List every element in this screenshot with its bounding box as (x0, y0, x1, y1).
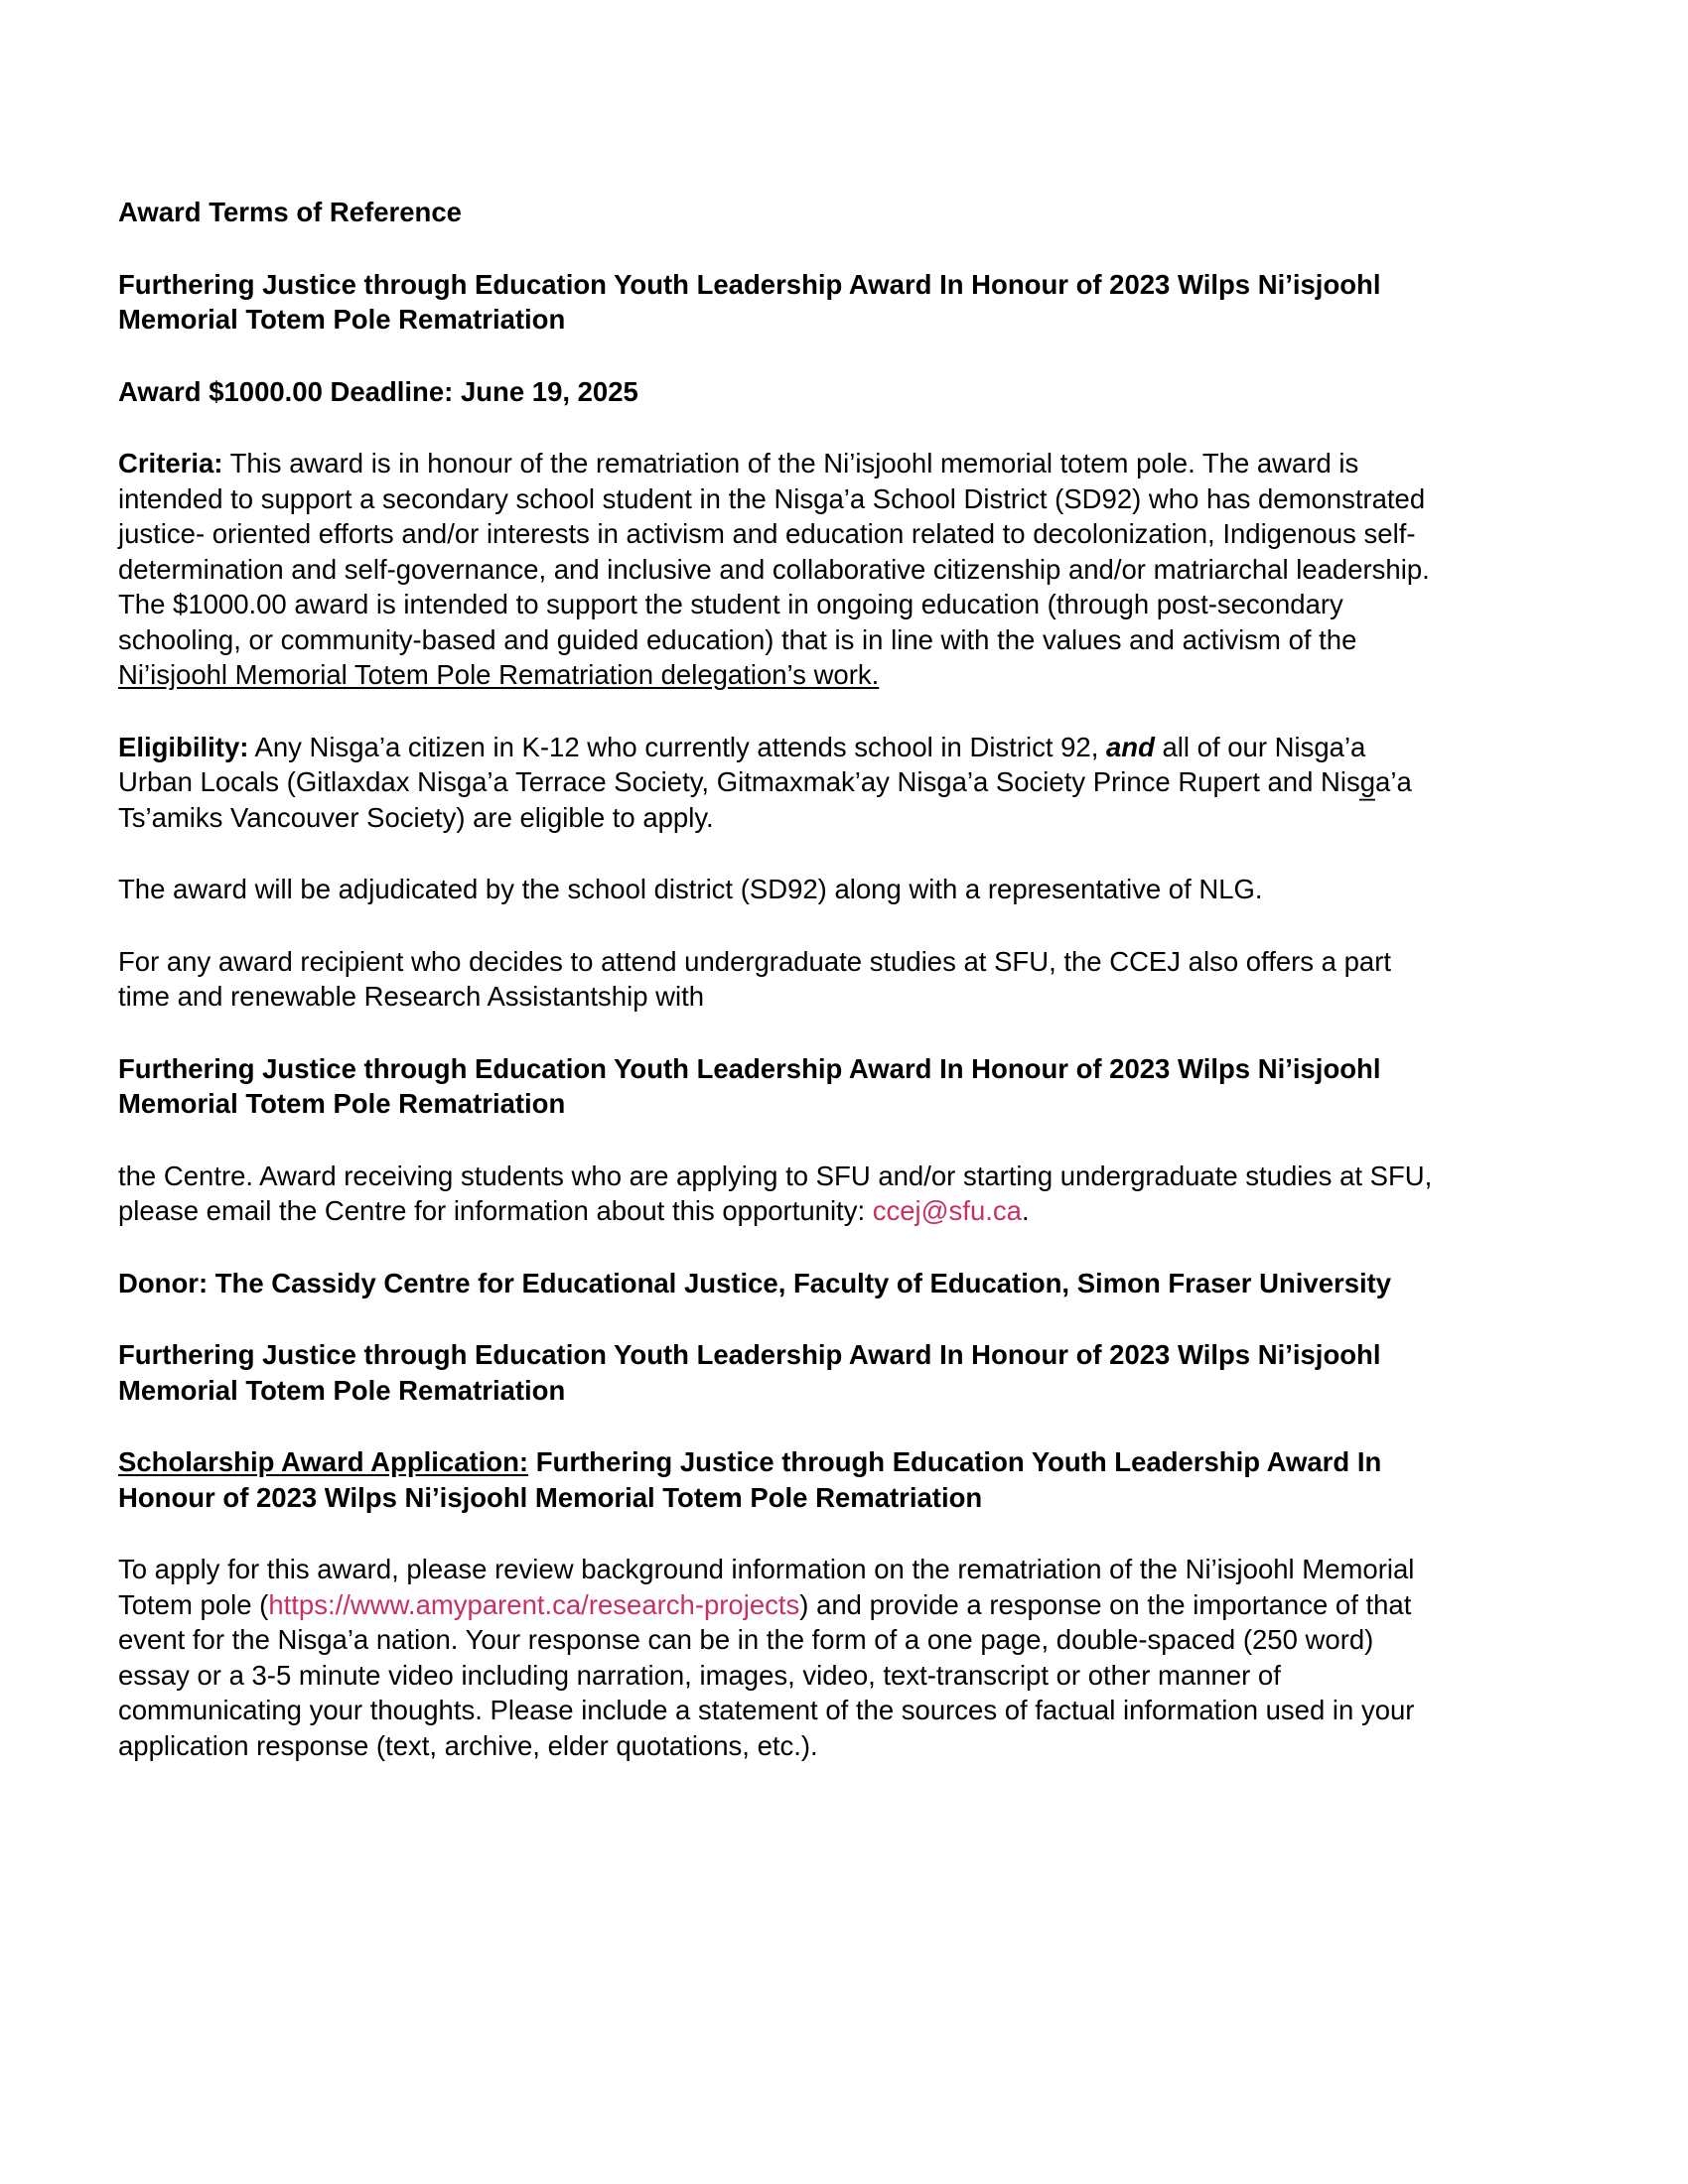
document-heading: Award Terms of Reference (118, 197, 462, 227)
criteria-text: This award is in honour of the rematriation of the Ni’isjoohl memorial totem pole. The award is intended to support a secondary school student in the Nisga’a School District (SD92) who has demonstrated justice- oriented efforts and/or interests in activism and education related to decolonization, Indigenous self-determination and self-governance, and inclusive and collaborative citizenship and/or matriarchal leadership. The $1000.00 award is intended to support the student in ongoing education (through post-secondary schooling, or community-based and guided education) that is in line with the values and activism of the (118, 448, 1430, 655)
criteria-paragraph (118, 446, 1439, 693)
email-link[interactable]: ccej@sfu.ca (872, 1195, 1022, 1226)
instructions-paragraph (118, 1552, 1439, 1763)
instructions-text-1: To apply for this award, please review background information on the rematriation of the Ni’isjoohl Memorial Totem pole ( (118, 1554, 1415, 1620)
criteria-label: Criteria: (118, 448, 223, 478)
delegation-work-link[interactable]: Ni’isjoohl Memorial Totem Pole Rematriation delegation’s work. (118, 659, 880, 690)
centre-info-paragraph (118, 1159, 1439, 1229)
instructions-text-2: ) and provide a response on the importance of that event for the Nisga’a nation. Your response can be in the form of a one page, double-spaced (250 word) essay or a 3-5 minute video including narration, images, video, text-transcript or other manner of communicating your thoughts. Please include a statement of the sources of factual information used in your application response (text, archive, elder quotations, etc.). (118, 1588, 1415, 1761)
eligibility-label: Eligibility: (118, 731, 249, 762)
centre-info-text: the Centre. Award receiving students who are applying to SFU and/or starting undergraduate studies at SFU, please email the Centre for information about this opportunity: (118, 1160, 1433, 1226)
award-title-repeat-2: Furthering Justice through Education Youth Leadership Award In Honour of 2023 Wilps Ni’isjoohl Memorial Totem Pole Rematriation (118, 1339, 1381, 1406)
application-title: Furthering Justice through Education Youth Leadership Award In Honour of 2023 Wilps Ni’isjoohl Memorial Totem Pole Rematriation (118, 1446, 1382, 1513)
document-page (118, 195, 1439, 1800)
award-title: Furthering Justice through Education Youth Leadership Award In Honour of 2023 Wilps Ni’isjoohl Memorial Totem Pole Rematriation (118, 268, 1381, 335)
award-amount-deadline: Award $1000.00 Deadline: June 19, 2025 (118, 375, 638, 407)
donor-paragraph: Donor: The Cassidy Centre for Educational Justice, Faculty of Education, Simon Fraser University (118, 1267, 1392, 1298)
eligibility-text-1: Any Nisga’a citizen in K-12 who currently attends school in District 92, (248, 731, 1106, 762)
eligibility-emphasis: and (1105, 731, 1155, 762)
research-projects-link[interactable]: https://www.amyparent.ca/research-projects (268, 1588, 800, 1620)
research-assistantship-paragraph: For any award recipient who decides to attend undergraduate studies at SFU, the CCEJ also offers a part time and renewable Research Assistantship with (118, 945, 1391, 1012)
award-title-repeat-1: Furthering Justice through Education Youth Leadership Award In Honour of 2023 Wilps Ni’isjoohl Memorial Totem Pole Rematriation (118, 1052, 1381, 1119)
eligibility-paragraph (118, 730, 1439, 836)
application-heading (118, 1444, 1439, 1515)
application-label: Scholarship Award Application: (118, 1446, 529, 1477)
eligibility-text-2: all of our Nisga’a Urban Locals (Gitlaxdax Nisga’a Terrace Society, Gitmaxmak’ay Nisga’a Society Prince Rupert and Nisg̲a’a Ts’amiks Vancouver Society) are eligible to apply. (118, 731, 1412, 833)
centre-info-after: . (1021, 1195, 1030, 1226)
adjudication-paragraph: The award will be adjudicated by the school district (SD92) along with a representative of NLG. (118, 874, 1263, 904)
